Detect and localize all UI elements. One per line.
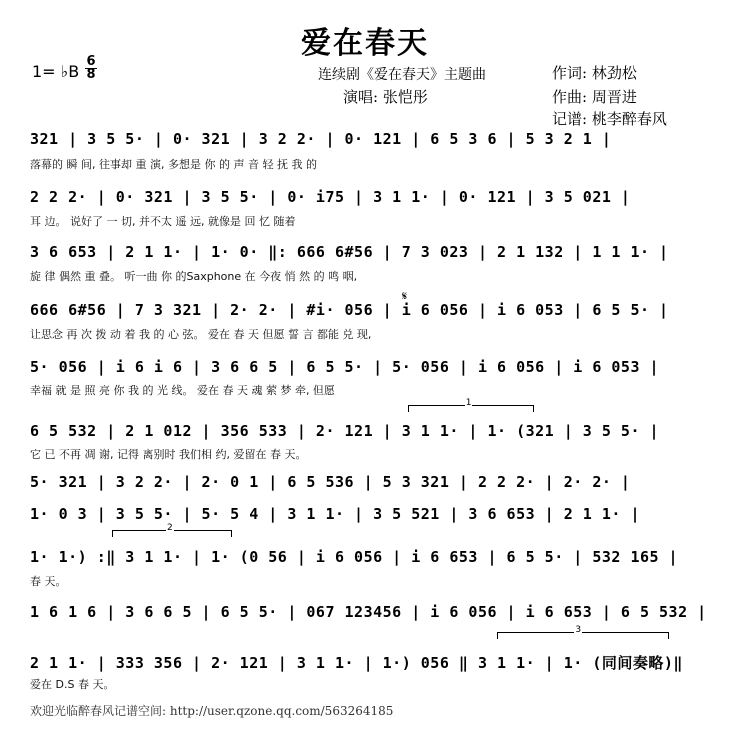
song-title: 爱在春天: [301, 26, 429, 61]
lyric-line-11: 爱在 D.S 春 天。: [30, 678, 115, 691]
time-signature: [84, 56, 98, 81]
score-line-9: 1· 1·) :‖ 3 1 1· | 1· (0 56 | i 6 056 | i 6 653 | 6 5 5· | 532 165 |: [30, 548, 679, 566]
volta-bracket-1: [408, 398, 534, 412]
score-line-2: 2 2 2· | 0· 321 | 3 5 5· | 0· i75 | 3 1 1· | 0· 121 | 3 5 021 |: [30, 188, 631, 206]
score-line-8: 1· 0 3 | 3 5 5· | 5· 5 4 | 3 1 1· | 3 5 521 | 3 6 653 | 2 1 1· |: [30, 505, 640, 523]
segno-sign: 𝄋: [402, 289, 408, 303]
lyric-line-6: 它 已 不再 凋 谢, 记得 离别时 我们相 约, 爱留在 春 天。: [30, 448, 307, 461]
volta-bracket-3: [497, 625, 669, 639]
score-line-4: 666 6#56 | 7 3 321 | 2· 2· | #i· 056 | i 6 056 | i 6 053 | 6 5 5· |: [30, 301, 669, 319]
lyric-line-2: 耳 边。 说好了 一 切, 并不太 遥 远, 就像是 回 忆 随着: [30, 215, 296, 228]
volta-bracket-2: [112, 523, 232, 537]
score-line-11: 2 1 1· | 333 356 | 2· 121 | 3 1 1· | 1·) 056 ‖ 3 1 1· | 1· (同间奏略)‖: [30, 654, 683, 672]
singer: 演唱: 张恺彤: [343, 88, 428, 106]
score-line-1: 321 | 3 5 5· | 0· 321 | 3 2 2· | 0· 121 | 6 5 3 6 | 5 3 2 1 |: [30, 130, 612, 148]
score-line-6: 6 5 532 | 2 1 012 | 356 533 | 2· 121 | 3 1 1· | 1· (321 | 3 5 5· |: [30, 422, 660, 440]
key-signature: 1= ♭B: [32, 62, 80, 81]
volta-number-3: 3: [575, 625, 582, 635]
score-line-7: 5· 321 | 3 2 2· | 2· 0 1 | 6 5 536 | 5 3 321 | 2 2 2· | 2· 2· |: [30, 473, 631, 491]
score-line-10: 1 6 1 6 | 3 6 6 5 | 6 5 5· | 067 123456 | i 6 056 | i 6 653 | 6 5 532 |: [30, 603, 707, 621]
composer: 作曲: 周晋进: [552, 88, 637, 106]
lyricist: 作词: 林劲松: [552, 64, 637, 82]
subtitle: 连续剧《爱在春天》主题曲: [318, 67, 486, 83]
meter-top: 6: [86, 54, 96, 69]
score-line-5: 5· 056 | i 6 i 6 | 3 6 6 5 | 6 5 5· | 5· 056 | i 6 056 | i 6 053 |: [30, 358, 660, 376]
meter-bottom: 8: [86, 67, 96, 82]
volta-number-2: 2: [167, 523, 173, 533]
volta-number-1: 1: [465, 398, 472, 408]
lyric-line-1: 落幕的 瞬 间, 往事却 重 演, 多想是 你 的 声 音 轻 抚 我 的: [30, 158, 317, 171]
lyric-line-3: 旋 律 偶然 重 叠。 听一曲 你 的Saxphone 在 今夜 悄 然 的 鸣 咽,: [30, 270, 358, 283]
footer-credit: 欢迎光临醉春风记谱空间: http://user.qzone.qq.com/563264185: [30, 704, 394, 718]
lyric-line-9: 春 天。: [30, 575, 67, 588]
score-line-3: 3 6 653 | 2 1 1· | 1· 0· ‖: 666 6#56 | 7 3 023 | 2 1 132 | 1 1 1· |: [30, 243, 669, 261]
lyric-line-5: 幸福 就 是 照 亮 你 我 的 光 线。 爱在 春 天 魂 萦 梦 牵, 但愿: [30, 384, 335, 397]
lyric-line-4: 让思念 再 次 拨 动 着 我 的 心 弦。 爱在 春 天 但愿 誓 言 都能 兑 现,: [30, 328, 372, 341]
transcriber: 记谱: 桃李醉春风: [552, 110, 667, 128]
